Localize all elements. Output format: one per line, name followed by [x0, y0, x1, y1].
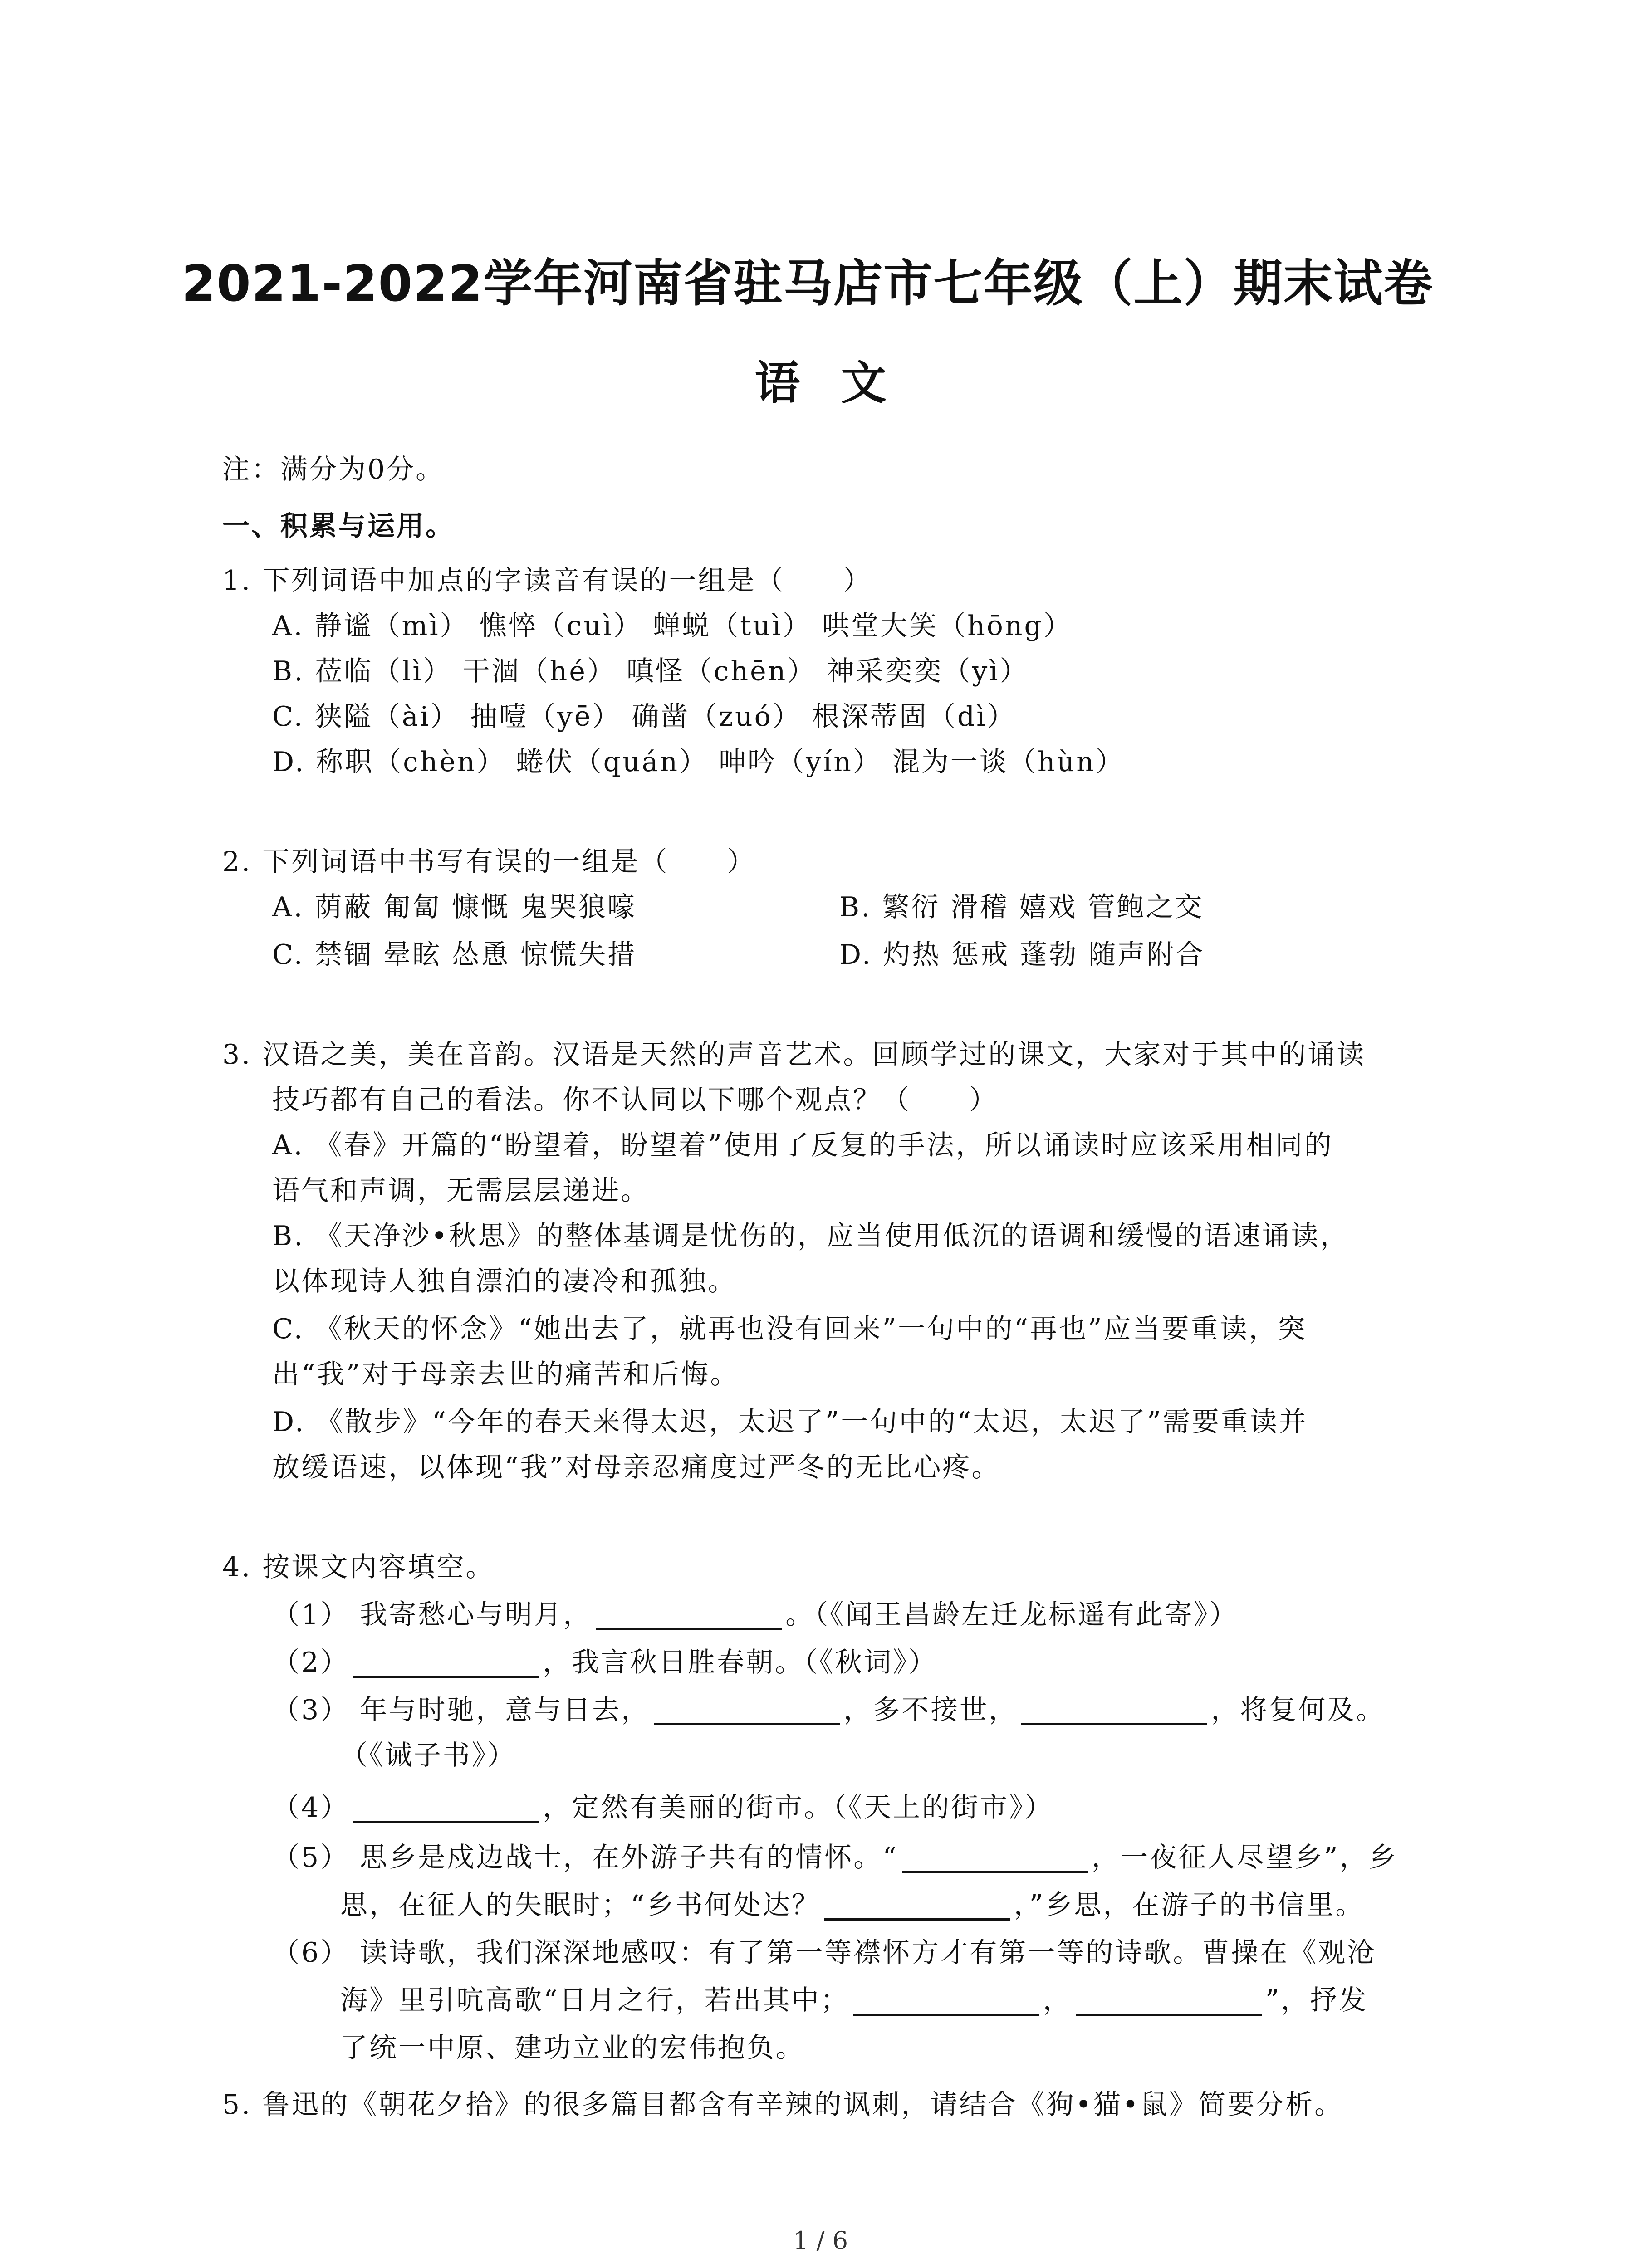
score-note: 注：满分为0分。 [222, 454, 445, 485]
q4-item-3-text: （3） 年与时驰，意与日去， [272, 1694, 651, 1726]
q4-item-5-text-3: 思，在征人的失眠时；“乡书何处达？ [340, 1889, 821, 1921]
exam-title: 2021-2022学年河南省驻马店市七年级（上）期末试卷 [181, 254, 1434, 313]
answer-blank[interactable] [1021, 1696, 1207, 1725]
q4-item-4-text: ，定然有美丽的街市。（《天上的街市》） [543, 1792, 1054, 1823]
answer-blank[interactable] [853, 1986, 1039, 2016]
q4-item-6-text: 海》里引吭高歌“日月之行，若出其中； [340, 1984, 850, 2016]
q1-option-b: B. 莅临（lì） 干涸（hé） 嗔怪（chēn） 神采奕奕（yì） [272, 655, 1029, 687]
answer-blank[interactable] [1076, 1986, 1262, 2016]
answer-blank[interactable] [902, 1843, 1088, 1873]
q4-item-6-line2 [340, 1982, 1368, 2019]
q3-option-c-line1: C. 《秋天的怀念》“她出去了，就再也没有回来”一句中的“再也”应当要重读，突 [272, 1313, 1307, 1345]
q2-option-a: A. 荫蔽 匍匐 慷慨 鬼哭狼嚎 [272, 891, 637, 923]
answer-blank[interactable] [353, 1648, 539, 1678]
q4-item-1-text: （1） 我寄愁心与明月， [272, 1599, 593, 1631]
q4-item-3-text-2: ，多不接世， [843, 1694, 1018, 1726]
q4-item-3 [272, 1692, 1385, 1728]
answer-blank[interactable] [353, 1794, 539, 1823]
q4-item-6-comma: ， [1043, 1984, 1072, 2016]
q1-stem: 1. 下列词语中加点的字读音有误的一组是（ ） [222, 565, 872, 596]
answer-blank[interactable] [596, 1601, 782, 1630]
q3-option-b-line2: 以体现诗人独自漂泊的凄冷和孤独。 [272, 1266, 737, 1297]
q3-stem-line2: 技巧都有自己的看法。你不认同以下哪个观点？（ ） [272, 1084, 998, 1116]
q4-item-5-line2 [340, 1887, 1364, 1923]
q3-option-d-line1: D. 《散步》“今年的春天来得太迟，太迟了”一句中的“太迟，太迟了”需要重读并 [272, 1406, 1308, 1438]
q4-item-6-line3: 了统一中原、建功立业的宏伟抱负。 [340, 2032, 805, 2064]
q4-item-5 [272, 1839, 1398, 1876]
q4-item-4 [272, 1789, 1053, 1826]
q5-stem: 5. 鲁迅的《朝花夕拾》的很多篇目都含有辛辣的讽刺，请结合《狗•猫•鼠》简要分析。 [222, 2089, 1344, 2121]
q4-item-1 [272, 1597, 1238, 1633]
q4-item-3-text-3: ，将复何及。 [1211, 1694, 1386, 1726]
q4-item-5-text: （5） 思乡是戍边战士，在外游子共有的情怀。“ [272, 1842, 898, 1873]
q4-item-6: （6） 读诗歌，我们深深地感叹：有了第一等襟怀方才有第一等的诗歌。曹操在《观沧 [272, 1937, 1376, 1969]
q2-option-b: B. 繁衍 滑稽 嬉戏 管鲍之交 [839, 891, 1204, 923]
q2-option-c: C. 禁锢 晕眩 怂恿 惊慌失措 [272, 939, 637, 971]
q3-stem-line1: 3. 汉语之美，美在音韵。汉语是天然的声音艺术。回顾学过的课文，大家对于其中的诵读 [222, 1039, 1366, 1070]
q4-item-4-number: （4） [272, 1792, 350, 1823]
q1-option-c: C. 狭隘（ài） 抽噎（yē） 确凿（zuó） 根深蒂固（dì） [272, 701, 1016, 733]
q4-item-1-source: 。（《闻王昌龄左迁龙标遥有此寄》） [785, 1599, 1239, 1631]
q4-item-5-text-4: ，”乡思，在游子的书信里。 [1014, 1889, 1365, 1921]
q4-stem: 4. 按课文内容填空。 [222, 1551, 495, 1583]
q2-option-d: D. 灼热 惩戒 蓬勃 随声附合 [839, 939, 1205, 971]
exam-subject: 语文 [754, 357, 927, 410]
answer-blank[interactable] [824, 1891, 1010, 1921]
section-heading: 一、积累与运用。 [222, 510, 455, 542]
q4-item-3-source: （《诫子书》） [340, 1740, 516, 1771]
q3-option-d-line2: 放缓语速，以体现“我”对母亲忍痛度过严冬的无比心疼。 [272, 1452, 1001, 1483]
q4-item-5-text-2: ，一夜征人尽望乡”，乡 [1091, 1842, 1398, 1873]
q3-option-a-line1: A. 《春》开篇的“盼望着，盼望着”使用了反复的手法，所以诵读时应该采用相同的 [272, 1129, 1333, 1161]
q4-item-2 [272, 1644, 937, 1681]
q4-item-6-text-2: ”，抒发 [1265, 1984, 1368, 2016]
q1-option-a: A. 静谧（mì） 憔悴（cuì） 蝉蜕（tuì） 哄堂大笑（hōng） [272, 610, 1073, 642]
q3-option-c-line2: 出“我”对于母亲去世的痛苦和后悔。 [272, 1359, 740, 1390]
q1-option-d: D. 称职（chèn） 蜷伏（quán） 呻吟（yín） 混为一谈（hùn） [272, 746, 1125, 778]
q2-stem: 2. 下列词语中书写有误的一组是（ ） [222, 846, 756, 878]
page-number: 1 / 6 [793, 2226, 848, 2255]
q3-option-a-line2: 语气和声调，无需层层递进。 [272, 1175, 650, 1207]
q3-option-b-line1: B. 《天净沙•秋思》的整体基调是忧伤的，应当使用低沉的语调和缓慢的语速诵读， [272, 1220, 1349, 1252]
q4-item-2-number: （2） [272, 1647, 350, 1678]
q4-item-2-text: ，我言秋日胜春朝。（《秋词》） [543, 1647, 938, 1678]
answer-blank[interactable] [654, 1696, 840, 1725]
